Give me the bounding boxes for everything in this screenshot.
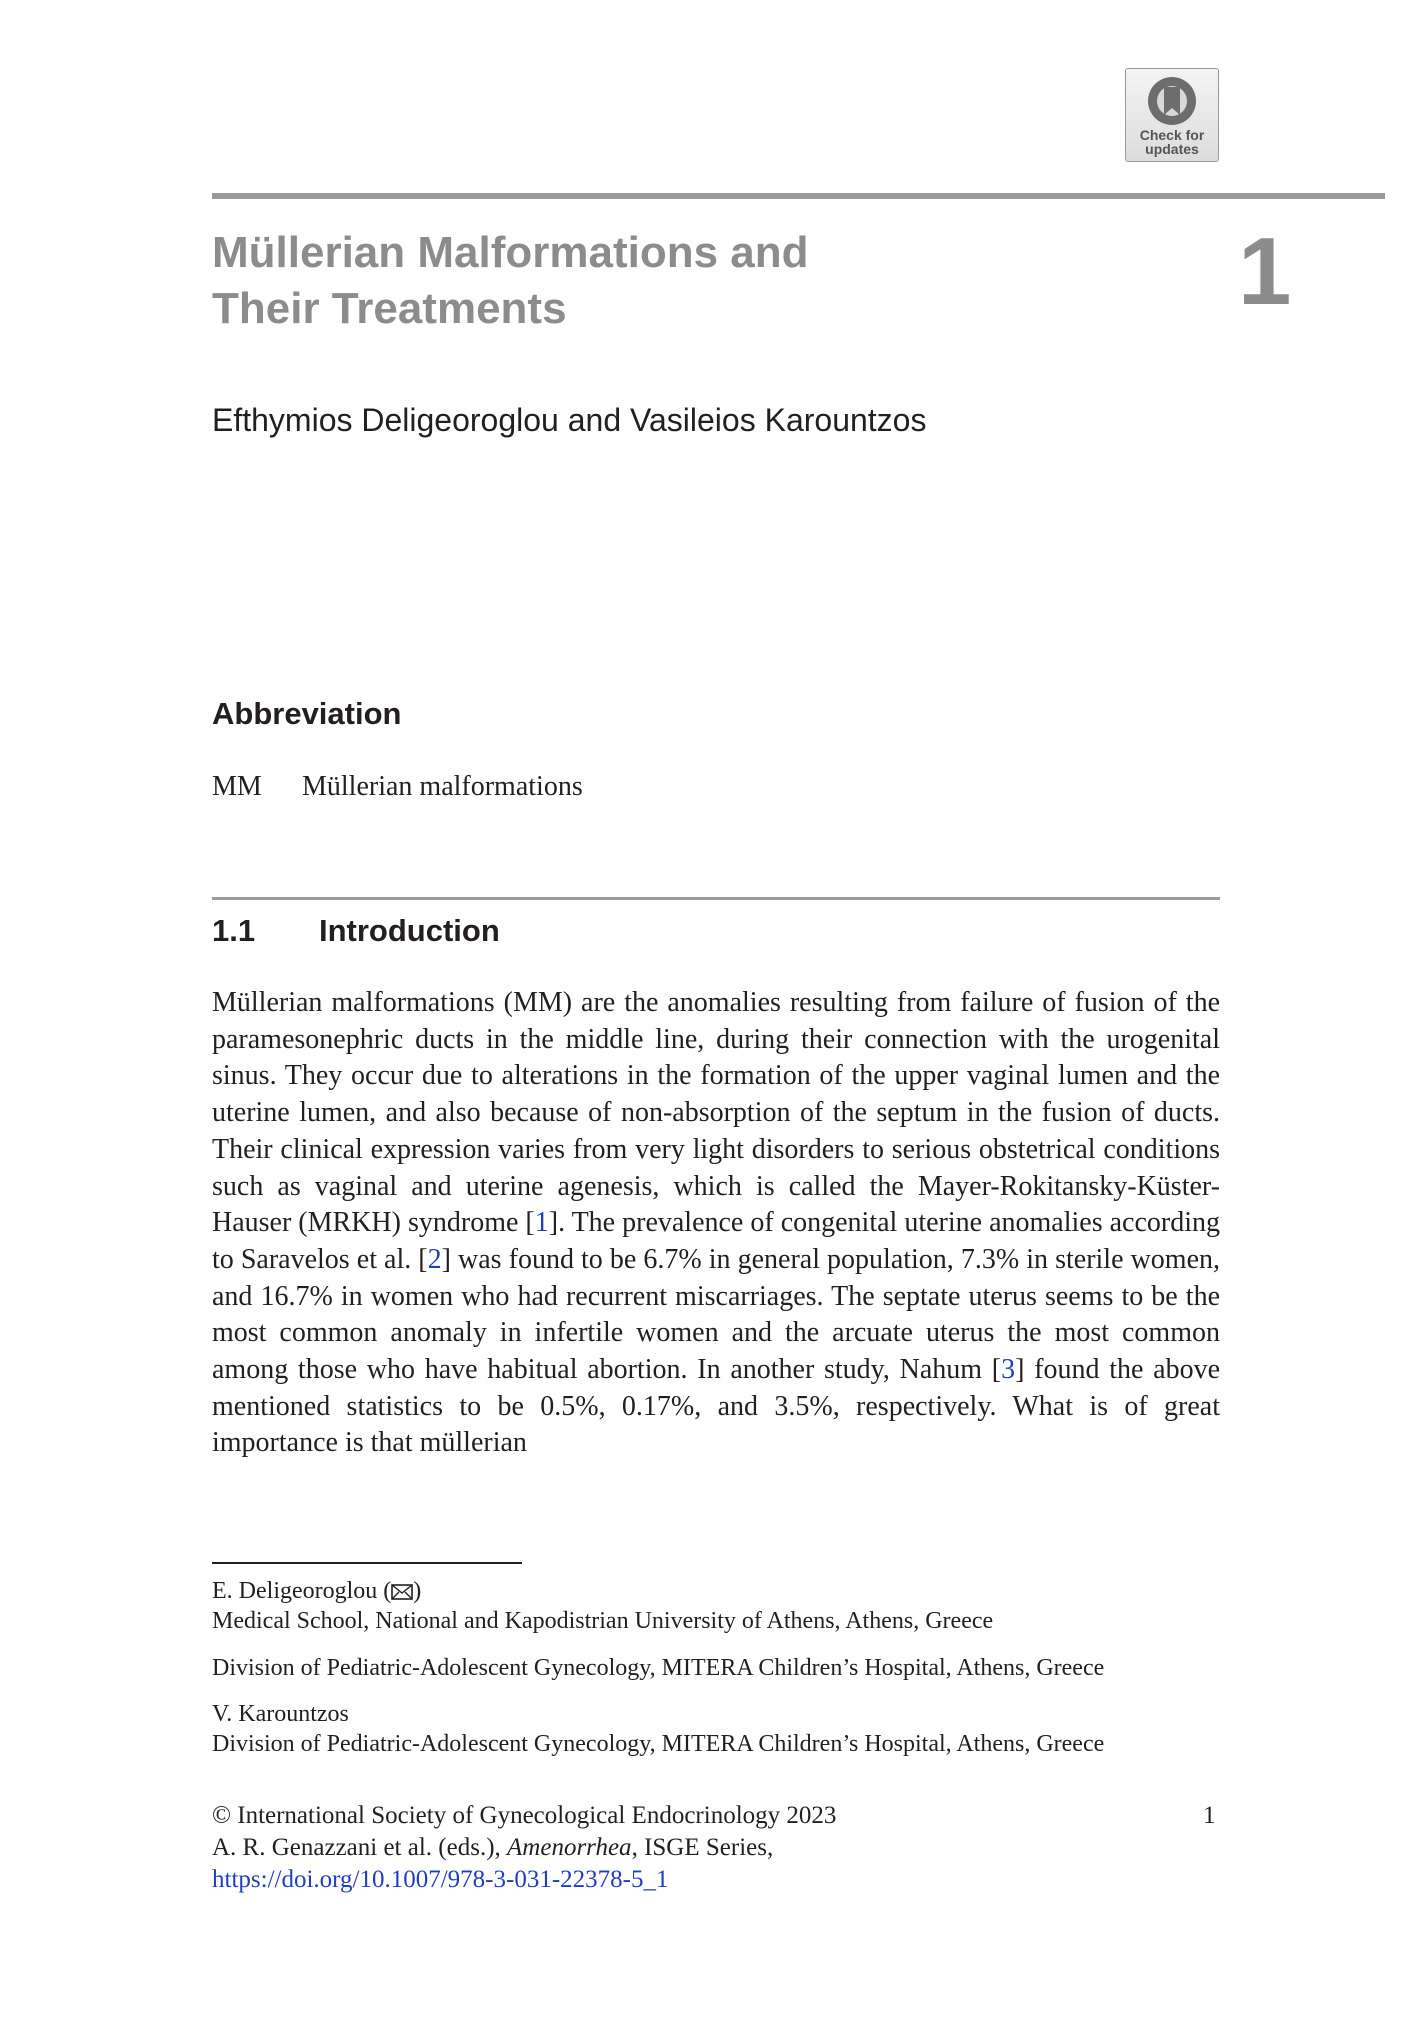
abbreviation-heading: Abbreviation xyxy=(212,696,402,731)
footnote-rule xyxy=(212,1562,522,1564)
introduction-paragraph: Müllerian malformations (MM) are the anomalies resulting from failure of fusion of the paramesonephric ducts in the middle line, during their connection with the urogenital sinus. They occur due to alterations in the formation of the upper vaginal lumen and the uterine lumen, and also because of non-absorption of the septum in the fusion of ducts. Their clinical expression varies from very light disorders to serious obstetrical conditions such as vaginal and uterine agenesis, which is called the Mayer-Rokitansky-Küster-Hauser (MRKH) syndrome [1]. The prevalence of congenital uterine anomalies according to Saravelos et al. [2] was found to be 6.7% in general population, 7.3% in sterile women, and 16.7% in women who had recurrent miscarriages. The septate uterus seems to be the most common anomaly in infertile women and the arcuate uterus the most common among those who have habitual abortion. In another study, Nahum [3] found the above mentioned statistics to be 0.5%, 0.17%, and 3.5%, respectively. What is of great importance is that müllerian xyxy=(212,987,1221,1459)
copyright-line: © International Society of Gynecological Endocrinology 2023 xyxy=(212,1802,837,1829)
section-rule xyxy=(212,897,1220,900)
abbreviation-term: MM xyxy=(212,771,262,802)
abbreviation-row xyxy=(212,768,583,806)
envelope-icon[interactable] xyxy=(391,1583,413,1601)
author1-footnote xyxy=(212,1576,1262,1636)
author2-footnote xyxy=(212,1699,1262,1759)
abbreviation-definition: Müllerian malformations xyxy=(302,771,583,802)
check-for-updates-badge[interactable] xyxy=(1125,68,1219,162)
chapter-title: Müllerian Malformations and Their Treatments xyxy=(212,228,809,333)
author1-name: E. Deligeoroglou ( ) xyxy=(212,1578,422,1604)
citation-link-3[interactable]: 3 xyxy=(1001,1354,1016,1386)
author1-affiliation-2: Division of Pediatric-Adolescent Gynecology, MITERA Children’s Hospital, Athens, Greece xyxy=(212,1655,1105,1681)
citation-link-2[interactable]: 2 xyxy=(427,1243,442,1275)
chapter-top-rule xyxy=(212,193,1385,199)
author1-affiliation-1: Medical School, National and Kapodistrian University of Athens, Athens, Greece xyxy=(212,1608,994,1634)
copyright-block xyxy=(212,1800,1222,1896)
crossmark-icon xyxy=(1144,75,1200,127)
check-for-updates-label: Check for updates xyxy=(1139,127,1205,157)
section-title: Introduction xyxy=(319,913,500,948)
chapter-authors: Efthymios Deligeoroglou and Vasileios Karountzos xyxy=(212,402,927,438)
author2-name: V. Karountzos xyxy=(212,1701,349,1727)
citation-link-1[interactable]: 1 xyxy=(534,1207,549,1239)
section-number: 1.1 xyxy=(212,913,256,948)
page-number: 1 xyxy=(1203,1802,1216,1829)
section-heading xyxy=(212,910,500,952)
chapter-number: 1 xyxy=(1238,218,1292,325)
author2-affiliation: Division of Pediatric-Adolescent Gynecology, MITERA Children’s Hospital, Athens, Greece xyxy=(212,1731,1105,1757)
citation-line: A. R. Genazzani et al. (eds.), Amenorrhea, ISGE Series, xyxy=(212,1834,774,1861)
doi-link[interactable]: https://doi.org/10.1007/978-3-031-22378-5_1 xyxy=(212,1866,669,1893)
